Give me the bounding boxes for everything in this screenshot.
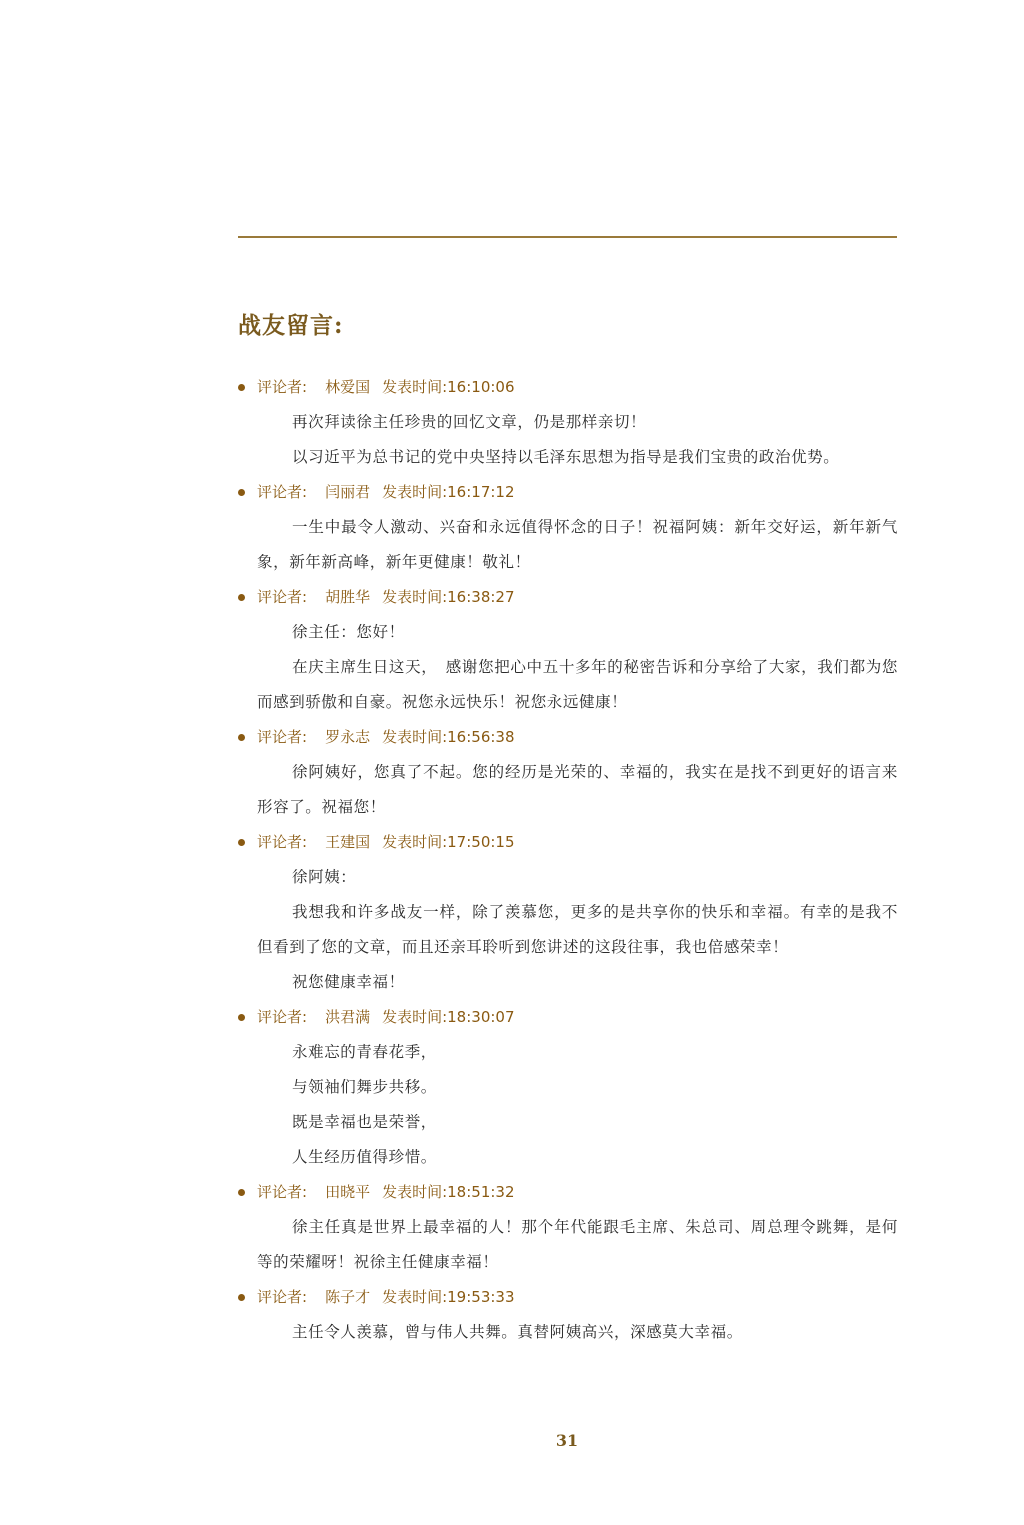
comment-item: [238, 1175, 898, 1280]
bullet-icon: [238, 1189, 245, 1196]
bullet-icon: [238, 1294, 245, 1301]
post-time: 16:17:12: [447, 483, 515, 501]
comment-meta: [238, 580, 898, 615]
bullet-icon: [238, 489, 245, 496]
commenter-label: 评论者:: [257, 588, 308, 606]
post-time-label: 发表时间:: [382, 483, 448, 501]
bullet-icon: [238, 839, 245, 846]
post-time-label: 发表时间:: [382, 833, 448, 851]
post-time: 18:51:32: [447, 1183, 515, 1201]
comment-paragraph: 祝您健康幸福！: [292, 973, 405, 991]
comment-item: [238, 580, 898, 720]
comment-body: [238, 1210, 898, 1280]
comment-meta: [238, 475, 898, 510]
comment-list: [238, 370, 898, 1350]
top-divider: [238, 236, 897, 238]
post-time: 16:56:38: [447, 728, 515, 746]
comment-item: [238, 370, 898, 475]
commenter-label: 评论者:: [257, 833, 308, 851]
bullet-icon: [238, 594, 245, 601]
post-time: 16:10:06: [447, 378, 515, 396]
bullet-icon: [238, 734, 245, 741]
post-time-label: 发表时间:: [382, 728, 448, 746]
post-time-label: 发表时间:: [382, 1008, 448, 1026]
page-number: 31: [555, 1431, 579, 1450]
comment-meta: [238, 370, 898, 405]
comment-item: [238, 825, 898, 1000]
post-time-label: 发表时间:: [382, 588, 448, 606]
comment-paragraph: 再次拜读徐主任珍贵的回忆文章，仍是那样亲切！: [292, 413, 647, 431]
post-time: 17:50:15: [447, 833, 515, 851]
comment-paragraph: 我想我和许多战友一样，除了羡慕您，更多的是共享你的快乐和幸福。有幸的是我不但看到了您的文章，而且还亲耳聆听到您讲述的这段往事，我也倍感荣幸！: [257, 903, 898, 956]
comment-body: [238, 860, 898, 1000]
commenter-name: 田晓平: [325, 1183, 371, 1201]
comment-body: [238, 755, 898, 825]
comment-paragraph: 与领袖们舞步共移。: [292, 1078, 437, 1096]
comment-paragraph: 在庆主席生日这天， 感谢您把心中五十多年的秘密告诉和分享给了大家，我们都为您而感到骄傲和自豪。祝您永远快乐！祝您永远健康！: [257, 658, 898, 711]
comment-body: [238, 405, 898, 475]
comment-paragraph: 徐阿姨：: [292, 868, 357, 886]
post-time-label: 发表时间:: [382, 1288, 448, 1306]
commenter-name: 洪君满: [325, 1008, 371, 1026]
commenter-label: 评论者:: [257, 378, 308, 396]
comment-paragraph: 一生中最令人激动、兴奋和永远值得怀念的日子！祝福阿姨：新年交好运，新年新气象，新年新高峰，新年更健康！敬礼！: [257, 518, 898, 571]
post-time: 16:38:27: [447, 588, 515, 606]
commenter-label: 评论者:: [257, 1008, 308, 1026]
comment-meta: [238, 1000, 898, 1035]
comment-paragraph: 既是幸福也是荣誉，: [292, 1113, 437, 1131]
comment-item: [238, 1280, 898, 1350]
comment-item: [238, 475, 898, 580]
commenter-label: 评论者:: [257, 483, 308, 501]
comment-paragraph: 人生经历值得珍惜。: [292, 1148, 437, 1166]
commenter-name: 王建国: [325, 833, 371, 851]
commenter-name: 陈子才: [325, 1288, 371, 1306]
bullet-icon: [238, 384, 245, 391]
commenter-label: 评论者:: [257, 1183, 308, 1201]
comment-body: [238, 1315, 898, 1350]
post-time-label: 发表时间:: [382, 1183, 448, 1201]
commenter-name: 胡胜华: [325, 588, 371, 606]
comment-paragraph: 以习近平为总书记的党中央坚持以毛泽东思想为指导是我们宝贵的政治优势。: [292, 448, 840, 466]
commenter-name: 罗永志: [325, 728, 371, 746]
comment-meta: [238, 1175, 898, 1210]
bullet-icon: [238, 1014, 245, 1021]
comment-meta: [238, 720, 898, 755]
post-time-label: 发表时间:: [382, 378, 448, 396]
comment-paragraph: 徐阿姨好，您真了不起。您的经历是光荣的、幸福的，我实在是找不到更好的语言来形容了。祝福您！: [257, 763, 898, 816]
commenter-name: 林爱国: [325, 378, 371, 396]
comment-item: [238, 1000, 898, 1175]
section-title: 战友留言:: [238, 312, 344, 339]
comment-meta: [238, 825, 898, 860]
comment-paragraph: 主任令人羡慕，曾与伟人共舞。真替阿姨高兴，深感莫大幸福。: [292, 1323, 743, 1341]
commenter-label: 评论者:: [257, 728, 308, 746]
comment-paragraph: 徐主任：您好！: [292, 623, 405, 641]
post-time: 18:30:07: [447, 1008, 515, 1026]
comment-body: [238, 1035, 898, 1175]
comment-body: [238, 510, 898, 580]
comment-meta: [238, 1280, 898, 1315]
comment-paragraph: 永难忘的青春花季，: [292, 1043, 437, 1061]
commenter-label: 评论者:: [257, 1288, 308, 1306]
comment-body: [238, 615, 898, 720]
comment-item: [238, 720, 898, 825]
commenter-name: 闫丽君: [325, 483, 371, 501]
comment-paragraph: 徐主任真是世界上最幸福的人！那个年代能跟毛主席、朱总司、周总理令跳舞，是何等的荣耀呀！祝徐主任健康幸福！: [257, 1218, 898, 1271]
post-time: 19:53:33: [447, 1288, 515, 1306]
